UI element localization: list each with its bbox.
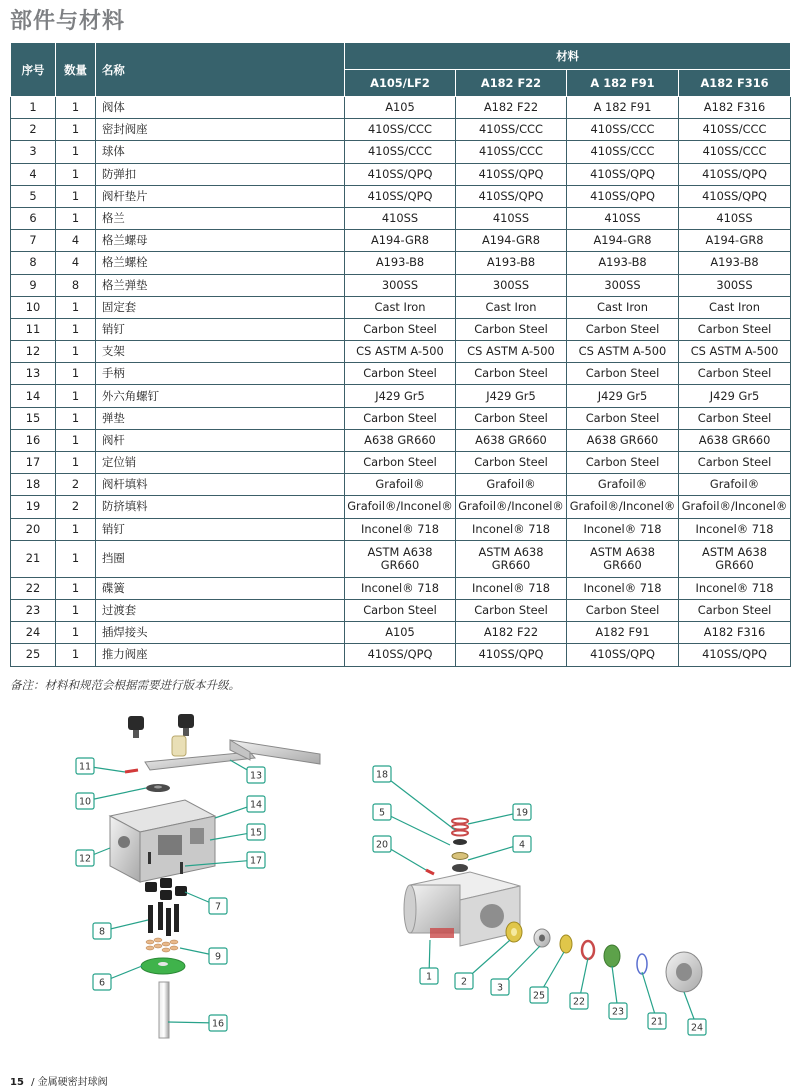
cell-material: CS ASTM A-500 (345, 341, 456, 363)
cell-material: Cast Iron (456, 296, 567, 318)
cell-name: 插焊接头 (96, 622, 345, 644)
parts-materials-table (10, 42, 791, 667)
cell-material: J429 Gr5 (345, 385, 456, 407)
page-number: 15 (10, 1077, 24, 1088)
cell-name: 碟簧 (96, 577, 345, 599)
table-row (11, 274, 791, 296)
cell-material: Carbon Steel (345, 407, 456, 429)
cell-material: CS ASTM A-500 (456, 341, 567, 363)
cell-qty: 1 (56, 207, 96, 229)
cell-seq: 24 (11, 622, 56, 644)
table-row (11, 577, 791, 599)
material-note: 备注：材料和规范会根据需要进行版本升级。 (10, 678, 240, 692)
cell-name: 格兰螺栓 (96, 252, 345, 274)
cell-material: 410SS/QPQ (345, 185, 456, 207)
cell-material: ASTM A638 GR660 (679, 540, 791, 577)
cell-qty: 1 (56, 318, 96, 340)
cell-material: Carbon Steel (679, 407, 791, 429)
table-row (11, 185, 791, 207)
table-row (11, 318, 791, 340)
cell-material: 300SS (345, 274, 456, 296)
cell-material: 410SS/QPQ (456, 185, 567, 207)
header-grade: A182 F22 (456, 70, 567, 97)
cell-material: A193-B8 (567, 252, 679, 274)
cell-name: 固定套 (96, 296, 345, 318)
cell-name: 销钉 (96, 518, 345, 540)
cell-material: A182 F22 (456, 622, 567, 644)
callout-label: 23 (611, 1006, 625, 1018)
cell-material: 410SS/CCC (679, 141, 791, 163)
cell-name: 弹垫 (96, 407, 345, 429)
table-row (11, 252, 791, 274)
header-grade: A 182 F91 (567, 70, 679, 97)
cell-material: J429 Gr5 (456, 385, 567, 407)
table-row (11, 474, 791, 496)
cell-qty: 1 (56, 141, 96, 163)
cell-material: Inconel® 718 (456, 518, 567, 540)
cell-qty: 1 (56, 622, 96, 644)
cell-material: Inconel® 718 (567, 577, 679, 599)
cell-material: A194-GR8 (679, 230, 791, 252)
page-footer (10, 1073, 108, 1088)
cell-material: Grafoil® (345, 474, 456, 496)
cell-qty: 1 (56, 599, 96, 621)
callout-label: 25 (532, 990, 546, 1002)
cell-material: A194-GR8 (456, 230, 567, 252)
cell-material: Carbon Steel (567, 452, 679, 474)
cell-material: Carbon Steel (345, 318, 456, 340)
cell-material: CS ASTM A-500 (567, 341, 679, 363)
cell-material: 410SS/CCC (567, 141, 679, 163)
table-row (11, 407, 791, 429)
table-row (11, 452, 791, 474)
cell-qty: 1 (56, 644, 96, 666)
callout-label: 4 (518, 839, 526, 851)
cell-material: ASTM A638 GR660 (456, 540, 567, 577)
callout-label: 10 (78, 796, 92, 808)
footer-doc-title: 金属硬密封球阀 (37, 1077, 108, 1088)
cell-material: A182 F91 (567, 622, 679, 644)
cell-name: 阀杆 (96, 429, 345, 451)
table-row (11, 230, 791, 252)
cell-material: A193-B8 (679, 252, 791, 274)
table-row (11, 429, 791, 451)
cell-qty: 1 (56, 577, 96, 599)
cell-material: Grafoil® (456, 474, 567, 496)
cell-material: Carbon Steel (679, 599, 791, 621)
cell-qty: 1 (56, 540, 96, 577)
cell-material: 410SS/QPQ (456, 644, 567, 666)
cell-material: 300SS (456, 274, 567, 296)
cell-material: CS ASTM A-500 (679, 341, 791, 363)
cell-material: ASTM A638 GR660 (567, 540, 679, 577)
callout-label: 21 (650, 1016, 664, 1028)
callout-label: 20 (375, 839, 389, 851)
cell-material: Carbon Steel (567, 407, 679, 429)
cell-material: 410SS/QPQ (567, 163, 679, 185)
cell-seq: 11 (11, 318, 56, 340)
cell-name: 格兰弹垫 (96, 274, 345, 296)
callout-label: 17 (249, 855, 263, 867)
cell-name: 过渡套 (96, 599, 345, 621)
cell-qty: 4 (56, 230, 96, 252)
cell-material: A182 F316 (679, 622, 791, 644)
cell-name: 推力阀座 (96, 644, 345, 666)
table-row (11, 363, 791, 385)
callout-label: 11 (78, 761, 92, 773)
cell-qty: 1 (56, 296, 96, 318)
cell-seq: 1 (11, 97, 56, 119)
cell-material: Carbon Steel (345, 452, 456, 474)
cell-material: A638 GR660 (345, 429, 456, 451)
cell-seq: 21 (11, 540, 56, 577)
cell-material: 410SS/CCC (567, 119, 679, 141)
table-row (11, 540, 791, 577)
cell-material: 410SS/QPQ (567, 644, 679, 666)
callout-label: 16 (211, 1018, 225, 1030)
cell-seq: 17 (11, 452, 56, 474)
cell-material: 410SS/CCC (345, 119, 456, 141)
table-row (11, 622, 791, 644)
cell-seq: 16 (11, 429, 56, 451)
cell-material: Carbon Steel (345, 363, 456, 385)
cell-name: 阀杆垫片 (96, 185, 345, 207)
callout-label: 1 (425, 971, 433, 983)
callout-label: 19 (515, 807, 529, 819)
cell-material: Inconel® 718 (567, 518, 679, 540)
callout-label: 5 (378, 807, 386, 819)
cell-seq: 18 (11, 474, 56, 496)
cell-seq: 4 (11, 163, 56, 185)
cell-seq: 2 (11, 119, 56, 141)
cell-name: 阀杆填料 (96, 474, 345, 496)
cell-material: A 182 F91 (567, 97, 679, 119)
cell-material: Grafoil®/Inconel® (567, 496, 679, 518)
callout-label: 12 (78, 853, 92, 865)
cell-seq: 14 (11, 385, 56, 407)
cell-material: 410SS/QPQ (345, 644, 456, 666)
cell-material: Carbon Steel (456, 407, 567, 429)
cell-seq: 20 (11, 518, 56, 540)
cell-qty: 1 (56, 119, 96, 141)
cell-material: Carbon Steel (679, 363, 791, 385)
cell-material: Carbon Steel (567, 599, 679, 621)
cell-qty: 1 (56, 97, 96, 119)
table-row (11, 496, 791, 518)
header-grade: A105/LF2 (345, 70, 456, 97)
cell-qty: 2 (56, 474, 96, 496)
cell-qty: 2 (56, 496, 96, 518)
cell-material: A182 F316 (679, 97, 791, 119)
footer-separator: / (31, 1077, 35, 1088)
cell-seq: 15 (11, 407, 56, 429)
cell-name: 销钉 (96, 318, 345, 340)
cell-material: 410SS/CCC (456, 119, 567, 141)
cell-name: 球体 (96, 141, 345, 163)
cell-seq: 12 (11, 341, 56, 363)
cell-material: Grafoil®/Inconel® (679, 496, 791, 518)
header-name: 名称 (96, 43, 345, 97)
exploded-view-diagram (0, 700, 800, 1065)
table-row (11, 119, 791, 141)
callout-label: 8 (98, 926, 106, 938)
callout-label: 14 (249, 799, 263, 811)
cell-material: A638 GR660 (679, 429, 791, 451)
cell-material: 410SS/QPQ (679, 163, 791, 185)
cell-material: 410SS (679, 207, 791, 229)
cell-material: A638 GR660 (456, 429, 567, 451)
cell-seq: 3 (11, 141, 56, 163)
header-qty: 数量 (56, 43, 96, 97)
cell-material: J429 Gr5 (567, 385, 679, 407)
cell-material: 410SS/CCC (679, 119, 791, 141)
cell-seq: 8 (11, 252, 56, 274)
cell-material: Carbon Steel (456, 452, 567, 474)
cell-material: A105 (345, 97, 456, 119)
cell-material: A194-GR8 (567, 230, 679, 252)
cell-material: Inconel® 718 (679, 577, 791, 599)
cell-name: 密封阀座 (96, 119, 345, 141)
callout-label: 9 (214, 951, 222, 963)
cell-material: 300SS (567, 274, 679, 296)
cell-qty: 1 (56, 407, 96, 429)
cell-material: A182 F22 (456, 97, 567, 119)
table-row (11, 141, 791, 163)
cell-seq: 13 (11, 363, 56, 385)
cell-qty: 1 (56, 518, 96, 540)
cell-material: Inconel® 718 (345, 577, 456, 599)
cell-material: 410SS (567, 207, 679, 229)
cell-material: A193-B8 (456, 252, 567, 274)
cell-seq: 7 (11, 230, 56, 252)
cell-name: 防弹扣 (96, 163, 345, 185)
page-title: 部件与材料 (10, 9, 126, 34)
table-row (11, 518, 791, 540)
cell-material: Cast Iron (345, 296, 456, 318)
table-row (11, 341, 791, 363)
cell-material: A193-B8 (345, 252, 456, 274)
cell-material: 410SS/CCC (345, 141, 456, 163)
cell-name: 定位销 (96, 452, 345, 474)
header-seq: 序号 (11, 43, 56, 97)
cell-material: Carbon Steel (456, 318, 567, 340)
cell-material: 410SS/QPQ (679, 644, 791, 666)
callout-label: 18 (375, 769, 389, 781)
cell-material: Grafoil® (679, 474, 791, 496)
cell-seq: 6 (11, 207, 56, 229)
cell-material: Carbon Steel (679, 318, 791, 340)
cell-material: A638 GR660 (567, 429, 679, 451)
callout-label: 22 (572, 996, 586, 1008)
callout-label: 13 (249, 770, 263, 782)
cell-material: A105 (345, 622, 456, 644)
cell-material: Carbon Steel (567, 318, 679, 340)
cell-material: Inconel® 718 (679, 518, 791, 540)
cell-material: 410SS/QPQ (567, 185, 679, 207)
parts-table-body (11, 97, 791, 667)
cell-material: 410SS/QPQ (456, 163, 567, 185)
cell-material: Carbon Steel (567, 363, 679, 385)
cell-seq: 22 (11, 577, 56, 599)
cell-seq: 23 (11, 599, 56, 621)
cell-seq: 9 (11, 274, 56, 296)
cell-material: Grafoil® (567, 474, 679, 496)
table-row (11, 644, 791, 666)
cell-seq: 19 (11, 496, 56, 518)
cell-material: 410SS/QPQ (679, 185, 791, 207)
header-material: 材料 (345, 43, 791, 70)
callout-label: 3 (496, 982, 504, 994)
cell-material: Inconel® 718 (345, 518, 456, 540)
cell-material: Grafoil®/Inconel® (345, 496, 456, 518)
cell-material: Grafoil®/Inconel® (456, 496, 567, 518)
table-row (11, 599, 791, 621)
header-grade: A182 F316 (679, 70, 791, 97)
cell-qty: 1 (56, 452, 96, 474)
callout-label: 2 (460, 976, 468, 988)
cell-material: Carbon Steel (345, 599, 456, 621)
cell-qty: 1 (56, 341, 96, 363)
cell-material: J429 Gr5 (679, 385, 791, 407)
cell-material: 410SS (345, 207, 456, 229)
table-row (11, 163, 791, 185)
cell-material: Inconel® 718 (456, 577, 567, 599)
cell-material: Carbon Steel (456, 363, 567, 385)
cell-qty: 1 (56, 385, 96, 407)
table-row (11, 296, 791, 318)
callout-label: 7 (214, 901, 222, 913)
cell-name: 外六角螺钉 (96, 385, 345, 407)
cell-material: Carbon Steel (456, 599, 567, 621)
cell-material: A194-GR8 (345, 230, 456, 252)
cell-qty: 4 (56, 252, 96, 274)
cell-material: Cast Iron (567, 296, 679, 318)
callout-label: 6 (98, 977, 106, 989)
cell-name: 挡圈 (96, 540, 345, 577)
cell-name: 支架 (96, 341, 345, 363)
callout-label: 15 (249, 827, 263, 839)
cell-material: 300SS (679, 274, 791, 296)
cell-name: 防挤填料 (96, 496, 345, 518)
table-row (11, 207, 791, 229)
cell-name: 格兰螺母 (96, 230, 345, 252)
cell-qty: 8 (56, 274, 96, 296)
cell-material: ASTM A638 GR660 (345, 540, 456, 577)
cell-qty: 1 (56, 163, 96, 185)
cell-name: 格兰 (96, 207, 345, 229)
cell-qty: 1 (56, 363, 96, 385)
cell-material: Cast Iron (679, 296, 791, 318)
actuator-exploded-parts (110, 714, 320, 1038)
cell-material: Carbon Steel (679, 452, 791, 474)
callout-label: 24 (690, 1022, 704, 1034)
cell-seq: 5 (11, 185, 56, 207)
cell-name: 手柄 (96, 363, 345, 385)
table-row (11, 97, 791, 119)
cell-seq: 25 (11, 644, 56, 666)
cell-material: 410SS/CCC (456, 141, 567, 163)
cell-qty: 1 (56, 429, 96, 451)
cell-material: 410SS (456, 207, 567, 229)
table-row (11, 385, 791, 407)
cell-seq: 10 (11, 296, 56, 318)
cell-name: 阀体 (96, 97, 345, 119)
cell-material: 410SS/QPQ (345, 163, 456, 185)
cell-qty: 1 (56, 185, 96, 207)
